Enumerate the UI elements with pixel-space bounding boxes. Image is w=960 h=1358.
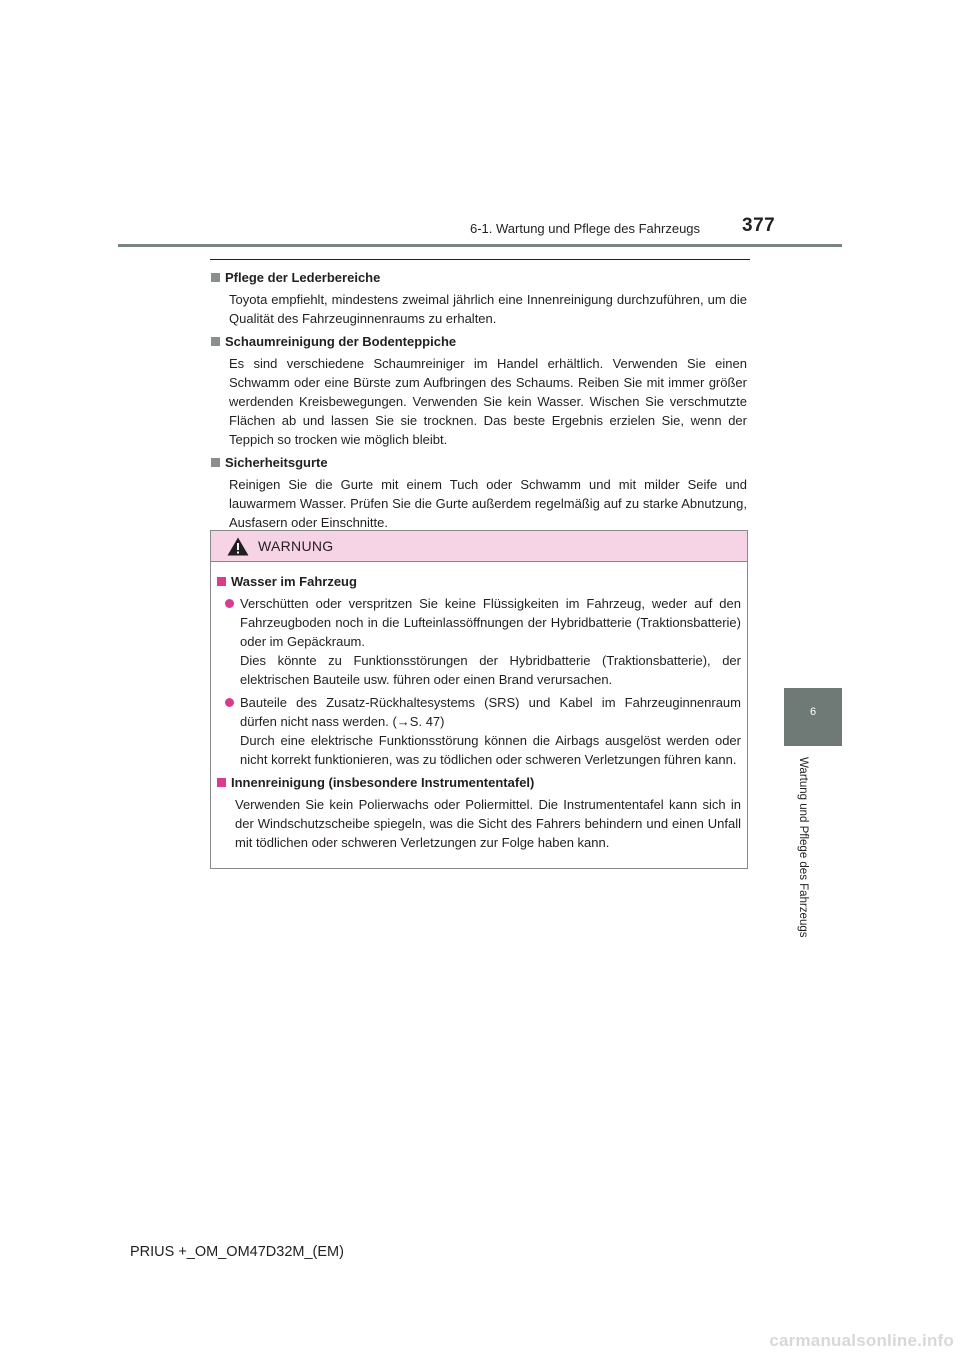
bullet-text: Durch eine elektrische Funktionsstörung können die Airbags ausgelöst werden oder nicht korrekt funktionieren, was zu tödlichen oder schweren Verletzungen führen kann. — [240, 733, 741, 767]
warning-heading: Wasser im Fahrzeug — [231, 574, 357, 589]
section-text: Es sind verschiedene Schaumreiniger im Handel erhältlich. Verwenden Sie einen Schwamm oder eine Bürste zum Aufbringen des Schaums. Reiben Sie mit immer größer werdenden Kreisbewegungen. Verwenden Sie kein Wasser. Wischen Sie verschmutzte Flächen ab und lassen Sie sie trocknen. Das beste Ergebnis erzielen Sie, wenn der Teppich so trocken wie möglich bleibt. — [229, 356, 747, 447]
bullet-text: Verschütten oder verspritzen Sie keine Flüssigkeiten im Fahrzeug, weder auf den Fahrzeugboden noch in die Lufteinlassöffnungen der Hybridbatterie (Traktionsbatterie) oder im Gepäckraum. — [240, 596, 741, 649]
section-text: Reinigen Sie die Gurte mit einem Tuch oder Schwamm und mit milder Seife und lauwarmem Wasser. Prüfen Sie die Gurte außerdem regelmäßig auf zu starke Abnutzung, Ausfasern oder Einschnitte. — [229, 477, 747, 530]
warning-header — [211, 531, 747, 562]
header-rule — [118, 244, 842, 247]
square-bullet-icon — [211, 458, 220, 467]
warning-heading: Innenreinigung (insbesondere Instrumententafel) — [231, 775, 535, 790]
section-seatbelts — [211, 453, 747, 532]
list-item — [225, 693, 741, 769]
bullet-text: Bauteile des Zusatz-Rückhaltesystems (SRS) und Kabel im Fahrzeuginnenraum dürfen nicht nass werden. (→S. 47) — [240, 695, 741, 729]
circle-bullet-icon — [225, 698, 234, 707]
content-rule — [210, 259, 750, 260]
chapter-caption: Wartung und Pflege des Fahrzeugs — [797, 757, 809, 938]
warning-text: Verwenden Sie kein Polierwachs oder Poliermittel. Die Instrumententafel kann sich in der Windschutzscheibe spiegeln, was die Sicht des Fahrers behindern und einen Unfall mit tödlichen oder schweren Verletzungen zur Folge haben kann. — [235, 797, 741, 850]
main-content — [211, 268, 747, 536]
chapter-tab — [784, 688, 842, 746]
page-number: 377 — [742, 215, 776, 236]
square-bullet-icon — [211, 273, 220, 282]
section-text: Toyota empfiehlt, mindestens zweimal jährlich eine Innenreinigung durchzuführen, um die Qualität des Fahrzeuginnenraums zu erhalten. — [229, 292, 747, 326]
square-bullet-icon — [211, 337, 220, 346]
warning-box — [210, 530, 748, 869]
warning-body — [211, 562, 747, 852]
section-heading: Pflege der Lederbereiche — [225, 270, 381, 285]
section-leather-care — [211, 268, 747, 328]
warning-label: WARNUNG — [258, 538, 334, 554]
footer-code: PRIUS +_OM_OM47D32M_(EM) — [130, 1244, 344, 1260]
circle-bullet-icon — [225, 599, 234, 608]
watermark: carmanualsonline.info — [769, 1331, 954, 1350]
square-bullet-icon — [217, 778, 226, 787]
section-heading: Schaumreinigung der Bodenteppiche — [225, 334, 457, 349]
list-item — [225, 594, 741, 689]
square-bullet-icon — [217, 577, 226, 586]
section-heading: Sicherheitsgurte — [225, 455, 328, 470]
header-section-title: 6-1. Wartung und Pflege des Fahrzeugs — [470, 221, 701, 236]
section-carpet-foam — [211, 332, 747, 449]
bullet-text: Dies könnte zu Funktionsstörungen der Hybridbatterie (Traktionsbatterie), der elektrischen Bauteile usw. führen oder einen Brand verursachen. — [240, 653, 741, 687]
warning-triangle-icon — [227, 537, 249, 556]
chapter-number: 6 — [809, 706, 817, 718]
